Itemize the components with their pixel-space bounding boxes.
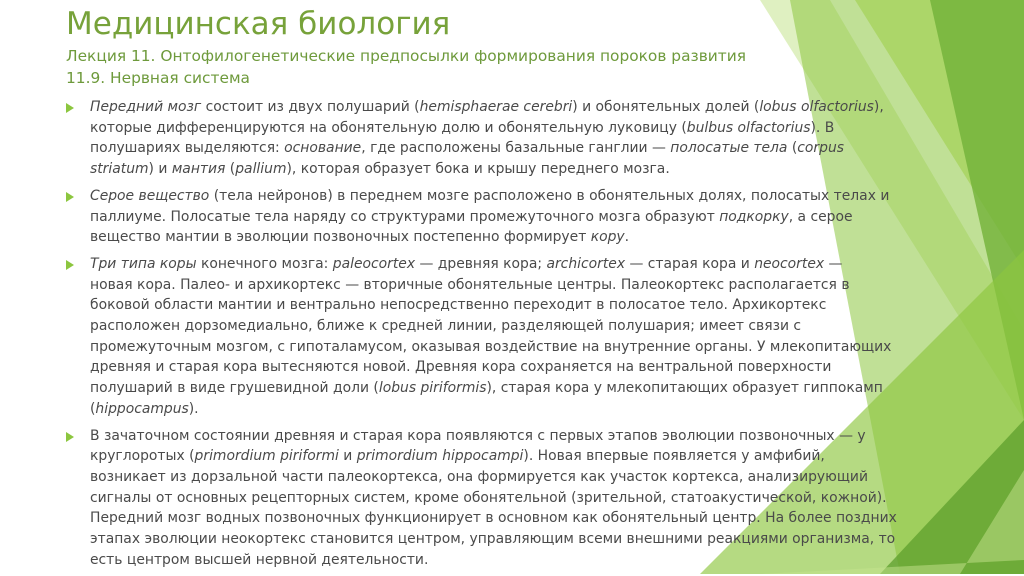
italic-term: corpus bbox=[797, 140, 844, 157]
bullet-item bbox=[66, 254, 966, 420]
bullet-line bbox=[90, 118, 966, 139]
bullet-line bbox=[90, 488, 966, 509]
bullet-text bbox=[90, 426, 966, 571]
bullet-line bbox=[90, 446, 966, 467]
text-run: расположен дорзомедиально, ближе к средней линии, разделяющей полушария; имеет связи с bbox=[90, 318, 802, 335]
text-run: новая кора. Палео- и архикортекс — вторичные обонятельные центры. Палеокортекс располагается в bbox=[90, 276, 850, 293]
text-run: древняя и старая кора вытесняются новой. Древняя кора сохраняется на вентральной поверхности bbox=[90, 359, 832, 376]
text-run: ). В bbox=[810, 119, 835, 136]
bullet-text bbox=[90, 97, 966, 180]
bullet-line bbox=[90, 295, 966, 316]
bullet-arrow-icon bbox=[66, 103, 74, 113]
text-run: которые дифференцируются на обонятельную долю и обонятельную луковицу ( bbox=[90, 119, 687, 136]
bullet-line bbox=[90, 378, 966, 399]
text-run: ( bbox=[90, 400, 96, 417]
bullet-line bbox=[90, 138, 966, 159]
text-run: этапах эволюции неокортекс становится центром, управляющим всеми внешними реакциями организма, то bbox=[90, 531, 896, 548]
text-run: ), старая кора у млекопитающих образует гиппокамп bbox=[486, 380, 883, 397]
text-run: ( bbox=[787, 140, 798, 157]
text-run: ), которая образует бока и крышу переднего мозга. bbox=[286, 161, 670, 178]
text-run: возникает из дорзальной части палеокортекса, она формируется как участок кортекса, анализирующий bbox=[90, 468, 868, 485]
text-run: конечного мозга: bbox=[196, 255, 333, 272]
italic-term: мантия bbox=[171, 161, 226, 178]
italic-term: neocortex bbox=[754, 255, 825, 272]
text-run: — старая кора и bbox=[625, 255, 755, 272]
text-run: . bbox=[624, 229, 630, 246]
text-run: промежуточным мозгом, с гипоталамусом, оказывая воздействие на внутренние органы. У млекопитающих bbox=[90, 338, 892, 355]
text-run: ), bbox=[873, 99, 884, 115]
italic-term: paleocortex bbox=[332, 255, 416, 272]
bullet-line bbox=[90, 357, 966, 378]
italic-term: основание bbox=[284, 140, 362, 157]
italic-term: archicortex bbox=[546, 255, 626, 272]
bullet-line bbox=[90, 467, 966, 488]
text-run: — древняя кора; bbox=[415, 255, 547, 272]
italic-term: Серое вещество bbox=[90, 187, 210, 204]
italic-term: Передний мозг bbox=[90, 99, 202, 115]
bullet-line bbox=[90, 207, 966, 228]
bullet-line bbox=[90, 275, 966, 296]
subtitle-line: Лекция 11. Онтофилогенетические предпосылки формирования пороков развития bbox=[66, 47, 746, 65]
bullet-line bbox=[90, 97, 966, 118]
italic-term: Три типа коры bbox=[90, 255, 197, 272]
bullet-arrow-icon bbox=[66, 260, 74, 270]
bullet-item bbox=[66, 186, 966, 248]
bullet-text bbox=[90, 186, 966, 248]
bullet-arrow-icon bbox=[66, 192, 74, 202]
italic-term: bulbus olfactorius bbox=[686, 119, 811, 136]
bullet-line bbox=[90, 159, 966, 180]
italic-term: striatum bbox=[90, 161, 149, 178]
text-run: круглоротых ( bbox=[90, 448, 195, 465]
text-run: боковой области мантии и вентрально непосредственно переходит в полосатое тело. Архикортекс bbox=[90, 297, 827, 314]
bullet-line bbox=[90, 529, 966, 550]
text-run: паллиуме. Полосатые тела наряду со структурами промежуточного мозга образуют bbox=[90, 208, 720, 225]
italic-term: primordium hippocampi bbox=[356, 448, 524, 465]
bullet-line bbox=[90, 550, 966, 571]
italic-term: lobus piriformis bbox=[378, 380, 487, 397]
bullet-line bbox=[90, 186, 966, 207]
bullet-line bbox=[90, 337, 966, 358]
bullet-line bbox=[90, 227, 966, 248]
italic-term: полосатые тела bbox=[670, 140, 788, 157]
slide-subtitle bbox=[66, 45, 826, 89]
text-run: — bbox=[824, 255, 843, 272]
italic-term: primordium piriformi bbox=[194, 448, 339, 465]
slide-title: Медицинская биология bbox=[66, 6, 451, 42]
bullet-list bbox=[66, 97, 966, 576]
text-run: ). bbox=[188, 400, 199, 417]
text-run: , где расположены базальные ганглии — bbox=[361, 140, 671, 157]
text-run: состоит из двух полушарий ( bbox=[201, 99, 420, 115]
bullet-arrow-icon bbox=[66, 432, 74, 442]
italic-term: lobus olfactorius bbox=[759, 99, 874, 115]
text-run: и bbox=[338, 448, 357, 465]
text-run: , а серое bbox=[788, 208, 853, 225]
bullet-line bbox=[90, 254, 966, 275]
italic-term: подкорку bbox=[719, 208, 789, 225]
bullet-line bbox=[90, 426, 966, 447]
text-run: вещество мантии в эволюции позвоночных постепенно формирует bbox=[90, 229, 591, 246]
bullet-text bbox=[90, 254, 966, 420]
text-run: В зачаточном состоянии древняя и старая кора появляются с первых этапов эволюции позвоночных — у bbox=[90, 427, 866, 444]
bullet-line bbox=[90, 399, 966, 420]
italic-term: кору bbox=[590, 229, 625, 246]
text-run: сигналы от основных рецепторных систем, кроме обонятельной (зрительной, статоакустической, кожной). bbox=[90, 489, 887, 506]
bullet-item bbox=[66, 426, 966, 571]
text-run: ) и обонятельных долей ( bbox=[572, 99, 760, 115]
italic-term: hemisphaerae cerebri bbox=[419, 99, 573, 115]
text-run: ) и bbox=[148, 161, 172, 178]
text-run: (тела нейронов) в переднем мозге расположено в обонятельных долях, полосатых телах и bbox=[209, 187, 890, 204]
italic-term: hippocampus bbox=[95, 400, 189, 417]
text-run: Передний мозг водных позвоночных функционирует в основном как обонятельный центр. На более поздних bbox=[90, 510, 897, 527]
bullet-line bbox=[90, 316, 966, 337]
subtitle-line: 11.9. Нервная система bbox=[66, 69, 250, 87]
bullet-line bbox=[90, 508, 966, 529]
text-run: ). Новая впервые появляется у амфибий, bbox=[523, 448, 825, 465]
text-run: есть центром высшей нервной деятельности. bbox=[90, 551, 429, 568]
text-run: полушариях выделяются: bbox=[90, 140, 285, 157]
bullet-item bbox=[66, 97, 966, 180]
text-run: полушарий в виде грушевидной доли ( bbox=[90, 380, 379, 397]
italic-term: pallium bbox=[235, 161, 287, 178]
text-run: ( bbox=[225, 161, 236, 178]
